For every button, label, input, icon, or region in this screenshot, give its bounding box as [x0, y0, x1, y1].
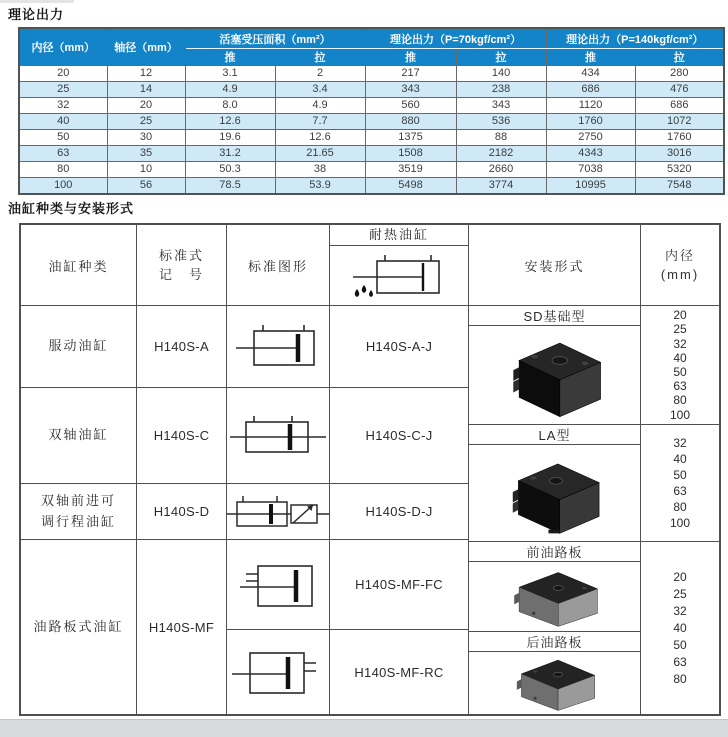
- table-cell: 4343: [546, 146, 635, 162]
- table-cell: 25: [107, 114, 185, 130]
- table-cell: 12.6: [275, 130, 365, 146]
- table-cell: 560: [365, 98, 456, 114]
- standard-diagram-cell: [227, 306, 330, 388]
- standard-code-label-line1: 标准式: [158, 247, 204, 263]
- mount-block-photo-icon: [492, 331, 618, 419]
- standard-code: H140S-MF: [137, 540, 227, 714]
- table-cell: 238: [456, 82, 546, 98]
- table-cell: 686: [546, 82, 635, 98]
- standard-code: H140S-C: [137, 388, 227, 484]
- table-cell: 434: [546, 66, 635, 82]
- bore-value: 50: [673, 637, 687, 652]
- table-cell: 32: [19, 98, 107, 114]
- bore-value: 80: [673, 671, 687, 686]
- col-header-output-p70: 理论出力（P=70kgf/cm²）: [365, 28, 546, 49]
- heat-resistant-code: H140S-A-J: [330, 306, 469, 388]
- table-cell: 3.4: [275, 82, 365, 98]
- bore-value: 63: [673, 379, 687, 394]
- bore-value: 80: [673, 500, 687, 514]
- table-cell: 30: [107, 130, 185, 146]
- table-cell: 1760: [546, 114, 635, 130]
- table-row: [19, 66, 724, 82]
- table-cell: 12: [107, 66, 185, 82]
- table-cell: 5498: [365, 178, 456, 195]
- bore-value: 32: [673, 336, 687, 351]
- table-cell: 343: [365, 82, 456, 98]
- table-cell: 3519: [365, 162, 456, 178]
- bore-header-line2: (mm): [660, 267, 700, 282]
- standard-diagram-cell: [227, 540, 330, 630]
- table-cell: 280: [635, 66, 724, 82]
- col-header-rod: 轴径（mm）: [107, 28, 185, 66]
- mount-photo-rear-manifold: [469, 652, 641, 714]
- table-cell: 53.9: [275, 178, 365, 195]
- standard-diagram-cell: [227, 630, 330, 714]
- table-cell: 880: [365, 114, 456, 130]
- bore-value: 25: [673, 322, 687, 337]
- bore-value: 32: [673, 436, 687, 450]
- manifold-block-photo-icon: [496, 654, 614, 712]
- table-cell: 10: [107, 162, 185, 178]
- cylinder-diagram-front-manifold-icon: [236, 557, 320, 613]
- standard-code: H140S-D: [137, 484, 227, 540]
- table-cell: 20: [19, 66, 107, 82]
- col-header-bore-mm: [641, 225, 719, 306]
- page-bottom-edge: [0, 719, 728, 737]
- mount-block-photo-icon: [494, 450, 616, 536]
- droplet-icon: [362, 285, 367, 293]
- table-cell: 40: [19, 114, 107, 130]
- bore-value: 40: [673, 620, 687, 635]
- header-row-1: [19, 28, 724, 49]
- standard-diagram-cell: [227, 484, 330, 540]
- table-cell: 63: [19, 146, 107, 162]
- table-cell: 4.9: [275, 98, 365, 114]
- table-cell: 8.0: [185, 98, 275, 114]
- heat-resistant-code: H140S-D-J: [330, 484, 469, 540]
- table-row: [19, 82, 724, 98]
- type-table-right-block: [469, 225, 719, 714]
- table-cell: 5320: [635, 162, 724, 178]
- subheader-pull: 拉: [275, 49, 365, 66]
- table-cell: 10995: [546, 178, 635, 195]
- standard-code-label-line2: 记 号: [158, 267, 204, 282]
- cylinder-diagram-rear-manifold-icon: [232, 645, 324, 699]
- bore-list-manifold: [641, 542, 719, 714]
- table-row: [19, 130, 724, 146]
- table-cell: 35: [107, 146, 185, 162]
- table-cell: 1508: [365, 146, 456, 162]
- bore-header-line1: 内径: [664, 247, 695, 263]
- table-cell: 78.5: [185, 178, 275, 195]
- theoretical-output-table-wrap: [18, 27, 725, 195]
- table-cell: 2660: [456, 162, 546, 178]
- table-cell: 476: [635, 82, 724, 98]
- table-cell: 31.2: [185, 146, 275, 162]
- table-cell: 12.6: [185, 114, 275, 130]
- bore-value: 50: [673, 365, 687, 379]
- table-cell: 1072: [635, 114, 724, 130]
- bore-value: 63: [673, 484, 687, 498]
- table-cell: 686: [635, 98, 724, 114]
- subheader-pull: 拉: [635, 49, 724, 66]
- droplet-icon: [369, 290, 373, 297]
- table-row: [19, 146, 724, 162]
- table-cell: 50: [19, 130, 107, 146]
- cylinder-type-name: 油路板式油缸: [21, 540, 137, 714]
- table-cell: 2182: [456, 146, 546, 162]
- col-header-standard-diagram: 标准图形: [227, 225, 330, 306]
- bore-list-la: [641, 425, 719, 542]
- subheader-push: 推: [185, 49, 275, 66]
- standard-code: H140S-A: [137, 306, 227, 388]
- section-title-cylinder-types: 油缸种类与安装形式: [8, 201, 135, 216]
- cylinder-diagram-single-rod-icon: [234, 321, 322, 373]
- type-table-left-block: [21, 225, 469, 714]
- table-cell: 1375: [365, 130, 456, 146]
- mount-label-rear-manifold: 后油路板: [469, 632, 641, 652]
- bore-value: 50: [673, 468, 687, 482]
- mount-label-la: LA型: [469, 425, 641, 445]
- table-cell: 3.1: [185, 66, 275, 82]
- table-cell: 2: [275, 66, 365, 82]
- table-row: [19, 162, 724, 178]
- bore-value: 25: [673, 586, 687, 601]
- table-cell: 80: [19, 162, 107, 178]
- table-cell: 1120: [546, 98, 635, 114]
- cylinder-type-name: 服动油缸: [21, 306, 137, 388]
- bore-value: 20: [673, 569, 687, 584]
- bore-value: 40: [673, 452, 687, 466]
- section-title-theoretical-output: 理论出力: [8, 7, 65, 22]
- bore-value: 40: [673, 350, 687, 365]
- table-cell: 20: [107, 98, 185, 114]
- table-cell: 1760: [635, 130, 724, 146]
- col-header-bore: 内径（mm）: [19, 28, 107, 66]
- table-cell: 100: [19, 178, 107, 195]
- heat-resistant-code: H140S-C-J: [330, 388, 469, 484]
- heat-resistant-code: H140S-MF-FC: [330, 540, 469, 630]
- table-cell: 88: [456, 130, 546, 146]
- scan-edge-top: [0, 0, 74, 3]
- heat-resistant-label: 耐热油缸: [330, 225, 468, 246]
- bore-list-sd: [641, 306, 719, 425]
- col-header-cylinder-type: 油缸种类: [21, 225, 137, 306]
- bore-value: 80: [673, 393, 687, 408]
- bore-value: 32: [673, 603, 687, 618]
- table-cell: 38: [275, 162, 365, 178]
- table-cell: 3774: [456, 178, 546, 195]
- col-header-heat-resistant: [330, 225, 469, 306]
- table-cell: 7038: [546, 162, 635, 178]
- table-cell: 19.6: [185, 130, 275, 146]
- table-cell: 4.9: [185, 82, 275, 98]
- droplet-icon: [355, 289, 360, 297]
- mount-photo-la: [469, 445, 641, 542]
- col-header-mounting-form: 安装形式: [469, 225, 641, 306]
- col-header-standard-code: [137, 225, 227, 306]
- table-cell: 3016: [635, 146, 724, 162]
- heat-cylinder-diagram-icon: [347, 250, 451, 302]
- mount-photo-front-manifold: [469, 562, 641, 632]
- table-cell: 21.65: [275, 146, 365, 162]
- table-cell: 7548: [635, 178, 724, 195]
- col-header-piston-area: 活塞受压面积（mm²）: [185, 28, 365, 49]
- table-row: [19, 178, 724, 195]
- theoretical-output-table: [18, 27, 725, 195]
- mount-label-front-manifold: 前油路板: [469, 542, 641, 562]
- cylinder-diagram-adjustable-stroke-icon: [227, 489, 329, 535]
- subheader-push: 推: [365, 49, 456, 66]
- table-cell: 7.7: [275, 114, 365, 130]
- table-cell: 50.3: [185, 162, 275, 178]
- subheader-push: 推: [546, 49, 635, 66]
- heat-resistant-code: H140S-MF-RC: [330, 630, 469, 714]
- table-row: [19, 98, 724, 114]
- col-header-output-p140: 理论出力（P=140kgf/cm²）: [546, 28, 724, 49]
- bore-value: 20: [673, 308, 687, 323]
- table-row: [19, 114, 724, 130]
- table-cell: 140: [456, 66, 546, 82]
- bore-value: 100: [669, 516, 691, 530]
- table-cell: 56: [107, 178, 185, 195]
- mount-label-sd-base: SD基础型: [469, 306, 641, 326]
- cylinder-type-name: 双轴油缸: [21, 388, 137, 484]
- table-cell: 14: [107, 82, 185, 98]
- standard-diagram-cell: [227, 388, 330, 484]
- bore-value: 63: [673, 654, 687, 669]
- table-cell: 25: [19, 82, 107, 98]
- cylinder-type-name: 双轴前进可调行程油缸: [21, 484, 137, 540]
- subheader-pull: 拉: [456, 49, 546, 66]
- mount-photo-sd-base: [469, 326, 641, 425]
- cylinder-type-table: [19, 223, 721, 716]
- cylinder-diagram-double-rod-icon: [230, 411, 326, 461]
- table-cell: 217: [365, 66, 456, 82]
- manifold-block-photo-icon: [496, 566, 614, 628]
- table-cell: 343: [456, 98, 546, 114]
- table-cell: 2750: [546, 130, 635, 146]
- table-cell: 536: [456, 114, 546, 130]
- bore-value: 100: [669, 407, 691, 422]
